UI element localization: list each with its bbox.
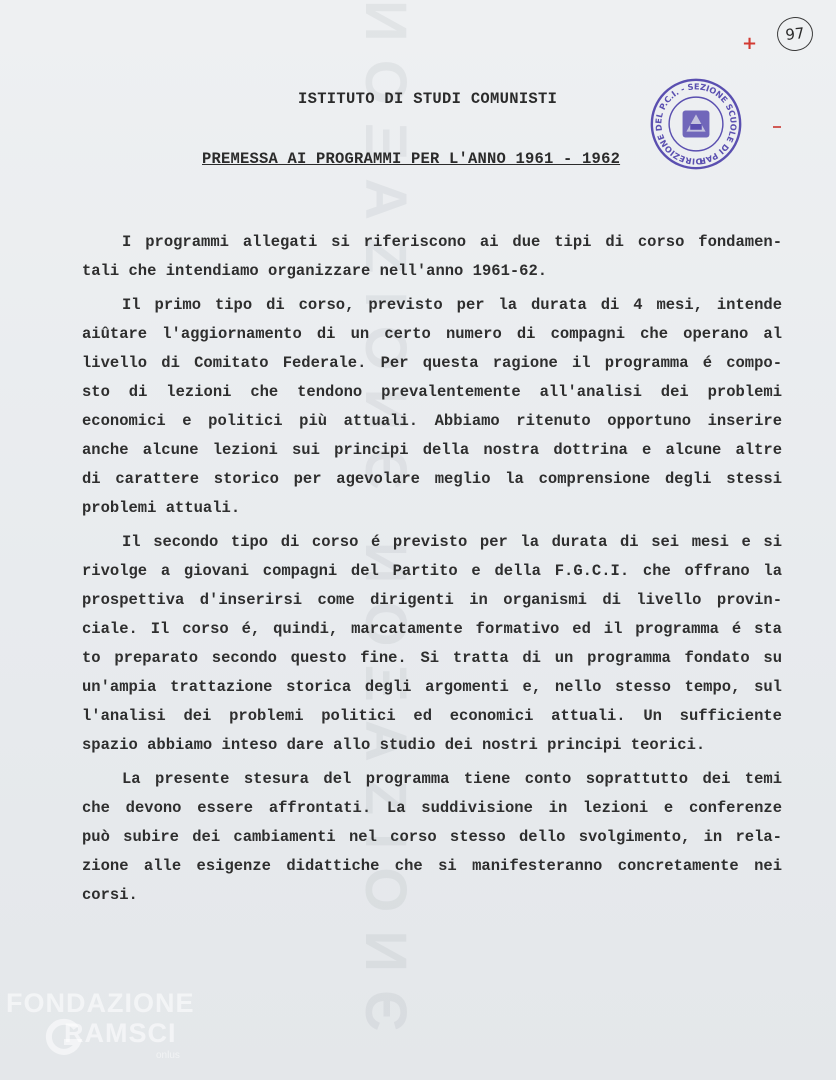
text-line: un'ampia trattazione storica degli argomenti e, nello stesso tempo, sul [82,678,782,696]
body-paragraph [82,228,782,286]
text-line: sto di lezioni che tendono prevalentemente all'analisi dei problemi [82,383,782,401]
body-paragraph [82,291,782,523]
text-line: rivolge a giovani compagni del Partito e della F.G.C.I. che offrano la [82,562,782,580]
text-line: to preparato secondo questo fine. Si tratta di un programma fondato su [82,649,782,667]
stamp-emblem-icon [683,111,710,138]
stamp-text: DIREZIONE DEL P.C.I. - SEZIONE SCUOLE DI PARTITO [653,81,739,167]
text-line: corsi. [82,886,138,904]
document-title: PREMESSA AI PROGRAMMI PER L'ANNO 1961 - 1962 [202,150,621,168]
text-line: ciale. Il corso é, quindi, marcatamente formativo ed il programma é sta [82,620,782,638]
red-pencil-mark: + [742,33,758,54]
text-line: che devono essere affrontati. La suddivisione in lezioni e conferenze [82,799,782,817]
text-line: Il primo tipo di corso, previsto per la durata di 4 mesi, intende [122,296,782,314]
text-line: può subire dei cambiamenti nel corso stesso dello svolgimento, in rela- [82,828,782,846]
text-line: prospettiva d'inserirsi come dirigenti in organismi di livello provin- [82,591,782,609]
foundation-watermark [6,988,216,1072]
page-number-circle [775,15,814,53]
text-line: Il secondo tipo di corso é previsto per la durata di sei mesi e si [122,533,782,551]
text-line: problemi attuali. [82,499,241,517]
text-line: I programmi allegati si riferiscono ai due tipi di corso fondamen- [122,233,782,251]
text-line: economici e politici più attuali. Abbiamo ritenuto opportuno inserire [82,412,782,430]
text-line: aiûtare l'aggiornamento di un certo numero di compagni che operano al [82,325,782,343]
document-body [82,228,782,915]
text-line: tali che intendiamo organizzare nell'anno 1961-62. [82,262,548,280]
body-paragraph [82,528,782,760]
text-line: livello di Comitato Federale. Per questa ragione il programma é compo- [82,354,782,372]
text-line: l'analisi dei problemi politici ed economici attuali. Un sufficiente [82,707,782,725]
watermark-suffix: onlus [156,1050,180,1061]
watermark-line-1: FONDAZIONE [6,988,195,1018]
institute-heading: ISTITUTO DI STUDI COMUNISTI [298,90,558,108]
text-line: spazio abbiamo inteso dare allo studio dei nostri principi teorici. [82,736,706,754]
text-line: zione alle esigenze didattiche che si manifesteranno concretamente nei [82,857,782,875]
text-line: anche alcune lezioni sui principi della nostra dottrina e alcune altre [82,441,782,459]
red-tick-mark [773,126,781,128]
text-line: di carattere storico per agevolare meglio la comprensione degli stessi [82,470,782,488]
watermark-line-2: RAMSCI [64,1018,177,1048]
text-line: La presente stesura del programma tiene conto soprattutto dei temi [122,770,782,788]
page-number: 97 [784,24,806,44]
body-paragraph [82,765,782,910]
bleed-through-shadow: ИОΞΑZΙΟИЄ ИОΞΑZΙΟИЄ [353,0,418,1050]
